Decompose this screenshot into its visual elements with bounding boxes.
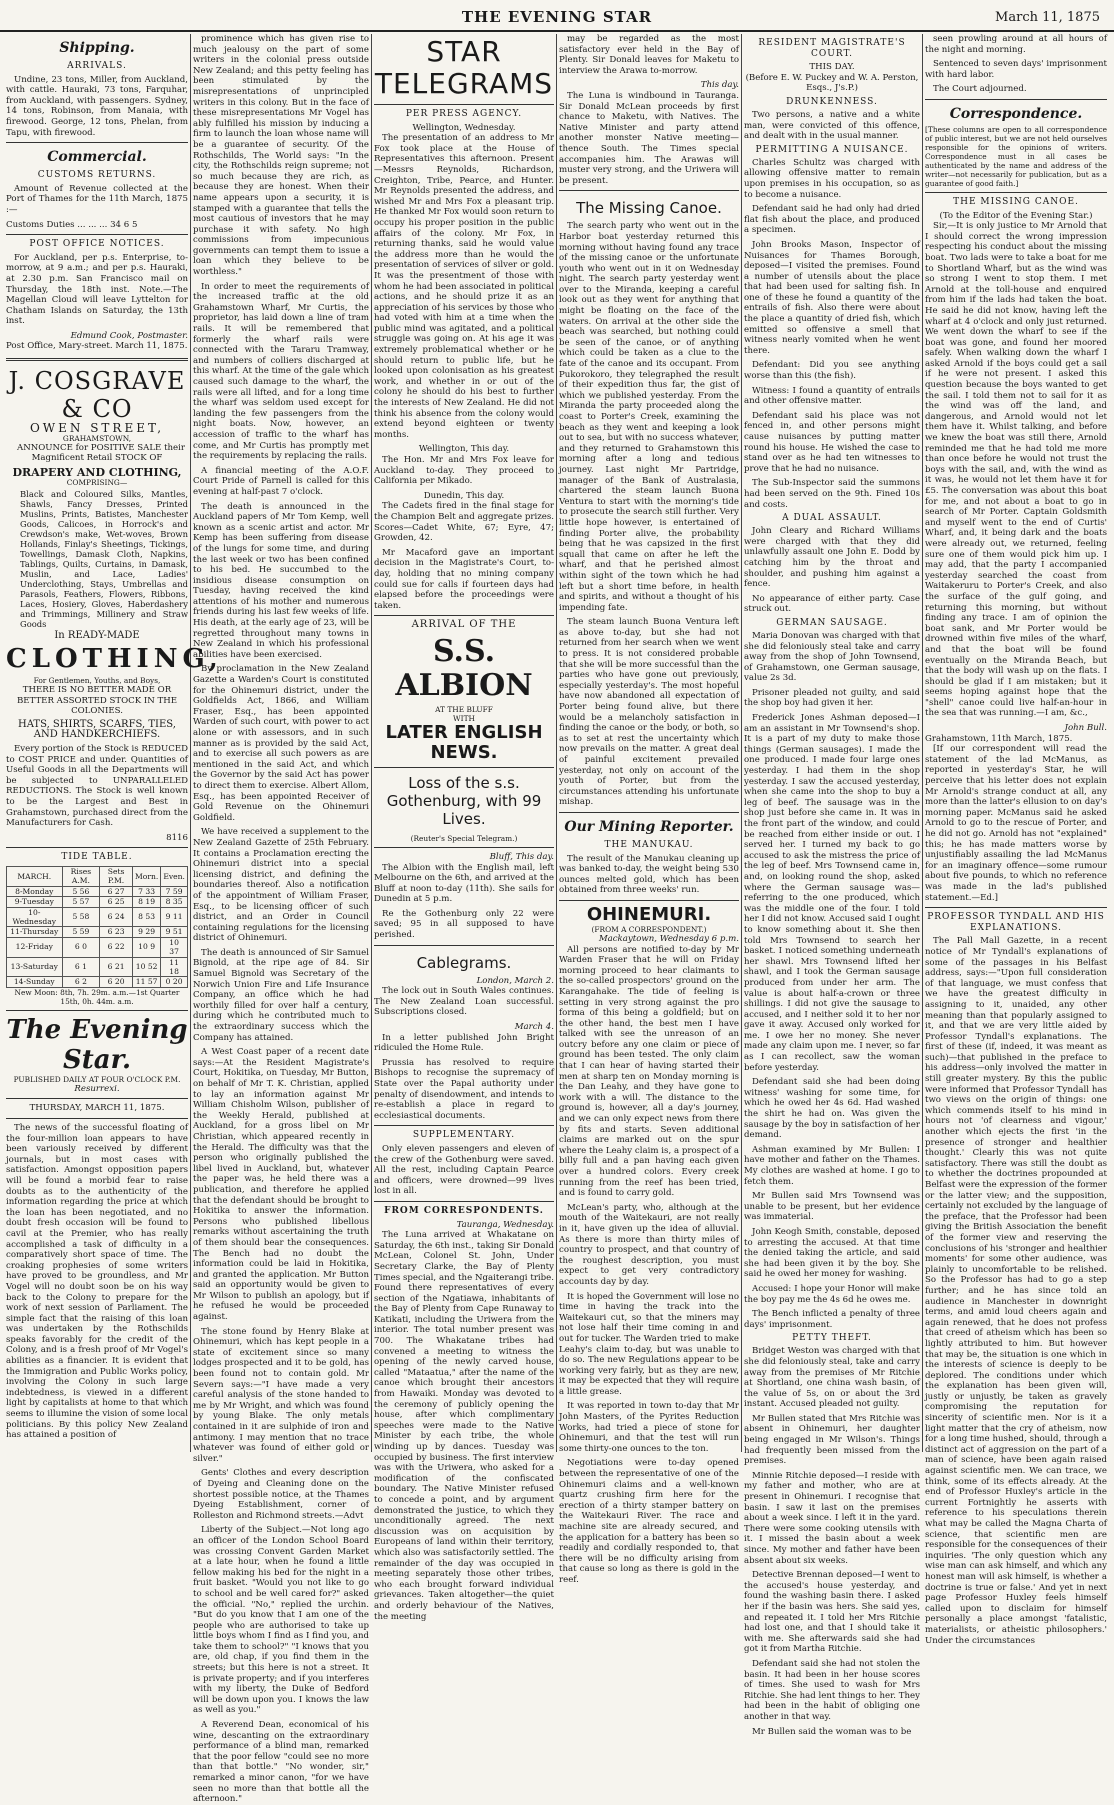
ad-number: 8116: [166, 832, 188, 843]
cosgrave-heading: J. COSGRAVE & CO: [8, 367, 186, 424]
arrivals-heading: ARRIVALS.: [67, 61, 127, 71]
article: It is hoped the Government will lose no time in having the track into the Waitekauri cut, so that the miners may not lose half their time coming in and out for tucker. The Warden tried to make Leahy's claim to-day, but was unable to do so. The new Regulations appear to be working very fairly, but as they are new, it may be expected that they will require a little grease.: [559, 1291, 739, 1397]
albion-heading: S.S. ALBION: [395, 633, 533, 703]
telegram: Re the Gothenburg only 22 were saved; 95 in all supposed to have perished.: [374, 908, 554, 941]
article: prominence which has given rise to much jealousy on the part of some writers in the colonial press outside New Zealand; and this petty feeling has been stimulated by the misrepresentations of unprincipled writers in this colony. But in the face of these misrepresentations Mr Vogel has ably fulfilled his mission by inducing a firm to launch the loan whose name will be a guarantee of security. Of the Rothschilds, The World says: "In the city, the Rothschilds reign supreme; not so much because they are rich, as because they are honest. When their name appears upon a security, it is stamped with a guarantee that tells the most cautious of investors that he may purchase it with safety. No high commissions from impecunious governments can tempt them to issue a loan which they believe to be worthless.": [193, 34, 369, 278]
issue-date: March 11, 1875: [995, 10, 1100, 25]
article: In order to meet the requirements of the increased traffic at the old Grahamstown Wharf, Mr Curtis, the proprietor, has laid down a line of tram rails. It will be remembered that formerly the wharf rails were connected with the Tararu Tramway, and numbers of colliers discharged at this wharf. At the time of the gale which caused such damage to the wharf, the rails were all lifted, and for a long time the wharf was seldom used except for landing the few passengers from the night boats. Now, however, an accession of traffic to the wharf has come, and Mr Curtis has promptly met the requirements by replacing the rails.: [193, 281, 369, 462]
editor-note: [If our correspondent will read the statement of the lad McManus, as reported in yesterday's Star, he will perceive that his letter does not explain Mr Arnold's strange conduct at all, any more than the latter's ellusion to on day's morning paper. McManus said he asked Arnold to go to the rescue of Porter, and he did not go. Arnold has not "explained" this; he has made matters worse by unjustifiably assailing the lad McManus for an imaginary offence—some rumour about five pounds, to which no reference was made in the lad's published statement.—Ed.]: [925, 744, 1107, 903]
tide-cell: 6 20: [100, 977, 133, 987]
telegram: The Luna arrived at Whakatane on Saturday, the 6th inst., taking Sir Donald McLean, Colonel St. John, Under Secretary Clarke, the Bay of Plenty Times special, and the Ngaiterangi tribe. Found there representatives of every section of the Ngatiawa, inhabitants of the Bay of Plenty from Cape Runaway to Katikati, including the Uriwera from the interior. The total number present was 700. The Whakatane tribes had convened a meeting to witness the opening of the newly carved house, called "Mataatua," after the name of the canoe which brought their ancestors from Hawaiki. Monday was devoted to the ceremony of publicly opening the house, after which complimentary speeches were made to the Native Minister by each tribe, the whole winding up by dances. Tuesday was occupied by business. The first interview was with the Uriwera, who asked for a modification of the confiscated boundary. The Native Minister refused to concede a point, and by argument demonstrated the justice, to which they unconditionally agreed. The next discussion was on acquisition by Europeans of land within their territory, which also was satisfactorily settled. The remainder of the day was occupied in meeting separately those other tribes, who each brought forward individual grievances. Taken altogether—the quiet and orderly behaviour of the Natives, the meeting: [374, 1230, 554, 1622]
tide-cell: 5 58: [62, 907, 100, 927]
shipping-heading: Shipping.: [59, 40, 135, 56]
dateline: Tauranga, Wednesday.: [456, 1219, 554, 1230]
article: The Luna is windbound in Tauranga. Sir Donald McLean proceeds by first chance to Maketu, with Natives. The Native Minister and party attend another monster Native meeting—thence South. The Times special accompanies him. The Arawas will muster very strong, and the Uriwera will be present.: [559, 90, 739, 186]
from-correspondent: (FROM A CORRESPONDENT.): [591, 924, 707, 934]
article: The search party who went out in the Harbor boat yesterday returned this morning without having found any trace of the missing canoe or the unfortunate youth who went out in it on Wednesday night. The search party yesterday went over to the Miranda, keeping a careful look out as they went for anything that might be floating on the face of the waters. On arrival at the other side the beach was searched, but nothing could be seen of the canoe, or of anything which could be taken as a clue to the fate of the canoe and its occupant. From Pukorokoro, they telegraphed the result of their expedition thus far, the gist of which we published yesterday. From the Miranda the party proceeded along the coast to Porter's Creek, examining the beach as they went and keeping a look out to sea, but with no success whatever, and they returned to Grahamstown this morning after a long and tedious journey. Last night Mr Partridge, manager of the Bank of Australasia, chartered the steam launch Buona Ventura to start with the morning's tide to prosecute the search still further. Very little hope however, is entertained of finding Porter alive, the probability being that he was capsized in the first squall that came on after he left the wharf, and that he perished almost within sight of the town which he had left but a short time before, in health and spirits, and without a thought of his impending fate.: [559, 221, 739, 613]
thursday-date: THURSDAY, MARCH 11, 1875.: [29, 1103, 165, 1114]
court-text: Minnie Ritchie deposed—I reside with my father and mother, who are at present in Ohinemuri. I recognise that basin. I saw it last on the premises about a week since. I left it in the yard. There were some cooking utensils with it. I missed the basin about a week since. My mother and father have been absent about six weeks.: [744, 1470, 920, 1566]
article: It was reported in town to-day that Mr John Masters, of the Pyrites Reduction Works, had tried a piece of stone for Ohinemuri, and that the test will run some thirty-one ounces to the ton.: [559, 1401, 739, 1454]
telegram: The lock out in South Wales continues. The New Zealand Loan successful. Subscriptions closed.: [374, 986, 554, 1018]
case-heading: PERMITTING A NUISANCE.: [755, 144, 909, 155]
announce: ANNOUNCE for POSITIVE SALE their Magnificent Retail STOCK OF: [16, 442, 185, 464]
tide-cell: 14-Sunday: [7, 977, 63, 987]
article: A West Coast paper of a recent date says:—At the Resident Magistrate's Court, Hokitika, on Tuesday, Mr Button, on behalf of Mr T. K. Christian, applied to lay an information against Mr William Chisholm Wilson, publisher of the Weekly Herald, published at Auckland, for a gross libel on Mr Christian, which appeared recently in the Herald. The difficulty was that the person who originally published the libel lived in Auckland, but, whatever the paper was, he held there was a publication, and therefore he applied that the defendant should be brought to Hokitika to answer the information. Persons who published libellous remarks without ascertaining the truth of them should bear the consequences. The Bench had no doubt the information could be laid in Hokitika, and granted the application. Mr Button said an opportunity would be given to Mr Wilson to publish an apology, but if he refused he would be proceeded against.: [193, 1047, 369, 1323]
article: The death is announced in the Auckland papers of Mr Tom Kemp, well known as a scenic artist and actor. Mr Kemp has been suffering from disease of the lungs for some time, and during the last week or two has been confined to his bed. He succumbed to the insidious disease consumption on Tuesday, having received the kind attentions of his mother and numerous friends during his last few weeks of life. His death, at the early age of 23, will be regretted throughout many towns in New Zealand in which his professional abilities have been exercised.: [193, 501, 369, 660]
arrival-of-the: ARRIVAL OF THE: [411, 619, 517, 631]
court-text: Frederick Jones Ashman deposed—I am an assistant in Mr Townsend's shop. It is a part of my duty to make those things (German sausages). I made the one produced. I made four large ones yesterday. I had them in the shop yesterday. I saw the accused yesterday, when she came into the shop to buy a leg of beef. The sausage was in the shop just before she came in. It was in the front part of the window, and could be reached from either inside or out. I served her. I turned my back to go accused to ask the mistress the price of the leg of beef. Mrs Townsend came in, and, on looking round the shop, asked where the German sausage was—referring to the one produced, which was the middle one of the four. I told her I did not know. Accused said I ought to know something about it. She then told Mrs Townsend to search her basket. I noticed something underneath her shawl. Mrs Townsend lifted her shawl, and I took the German sausage produced from under her arm. The value is about half-a-crown or three shillings. I did not give the sausage to accused, and I neither sold it to her nor gave it away. Accused only worked for me. I owe her no money. She never made any claim upon me. I never, so far as I can recollect, saw the woman before yesterday.: [744, 713, 920, 1073]
court-text: John Cleary and Richard Williams were charged with that they did unlawfully assault one John E. Dodd by catching him by the throat and shoulder, and pushing him against a fence.: [744, 526, 920, 590]
article: A financial meeting of the A.O.F. Court Pride of Parnell is called for this evening at half-past 7 o'clock.: [193, 465, 369, 497]
court-text: Defendant said he had only had dried flat fish about the place, and produced a specimen.: [744, 204, 920, 236]
comprising: COMPRISING—: [66, 478, 128, 488]
every-portion: Every portion of the Stock is REDUCED to COST PRICE and under. Quantities of Useful Goods in all the Departments will be subjected to UNPARALLELED REDUCTIONS. The Stock is well known to be the Largest and Best in Grahamstown, purchased direct from the Manufacturers for Cash.: [6, 744, 188, 829]
court-text: John Keogh Smith, constable, deposed to arresting the accused. At that time the denied taking the article, and said she had been given it by the boy. She said he owed her money for washing.: [744, 1226, 920, 1280]
editorial: The news of the successful floating of the four-million loan appears to have been variously received by different journals, but in most cases with satisfaction. Amongst opposition papers will be found a morbid fear to raise doubts as to the authenticity of the information regarding the price at which the loan has been negotiated, and no doubt fresh occasion will be found to cavil at the Premier, who has really accomplished a task of difficulty in a comparatively short space of time. The croaking prophesies of some writers have proved to be groundless, and Mr Vogel will no doubt soon be on his way back to the Colony to prepare for the work of next session of Parliament. The simple fact that the raising of this loan was undertaken by the Rothschilds speaks favorably for the credit of the Colony, and is a fresh proof of Mr Vogel's abilities as a financier. It is evident that the Immigration and Public Works policy, involving the Colony in such large indebtedness, is viewed in a different light by capitalists at home to that which seems to illumine the vision of some local politicians. By this policy New Zealand has attained a position of: [6, 1123, 188, 1441]
to-editor: (To the Editor of the Evening Star.): [939, 210, 1093, 221]
customs-row: Customs Duties ... ... ... 34 6 5: [6, 219, 138, 230]
tide-row: [7, 907, 188, 927]
telegram: Only eleven passengers and eleven of the crew of the Gothenburg were saved. All the rest, including Captain Pearce and officers, were drowned—99 lives lost in all.: [374, 1143, 554, 1197]
tide-row: [7, 886, 188, 896]
court-text: John Brooks Mason, Inspector of Nuisances for Thames Borough, deposed—I visited the premises. Found a number of utensils about the place that had been used for salting fish. In one of these he found a quantity of the entrails of fish. Also there were about the place a quantity of dried fish, which emitted so offensive a smell that witness nearly vomited when he went there.: [744, 239, 920, 356]
court-text: Two persons, a native and a white man, were convicted of this offence, and dealt with in the usual manner.: [744, 109, 920, 142]
published: PUBLISHED DAILY AT FOUR O'CLOCK P.M.: [13, 1074, 181, 1084]
telegram: Mr Macaford gave an important decision in the Magistrate's Court, to-day, holding that no mining company could sue for calls if fourteen days had elapsed before the proceedings were taken.: [374, 547, 554, 611]
column-5: [744, 34, 920, 1737]
masthead: [0, 0, 1114, 32]
tide-cell: 8 35: [161, 897, 188, 907]
tide-cell: 10 52: [132, 957, 160, 977]
court-text: Defendant said she had been doing witness' washing for some time, for which he owed her 4s 6d. Had washed the shirt he had on. Was given the sausage by the boy in satisfaction of her demand.: [744, 1077, 920, 1141]
column-3: [374, 34, 554, 1622]
for-gentlemen: For Gentlemen, Youths, and Boys,: [33, 676, 161, 686]
tide-cell: 11 18: [161, 957, 188, 977]
tide-cell: 7 59: [161, 886, 188, 896]
tide-cell: 8 53: [132, 907, 160, 927]
before: (Before E. W. Puckey and W. A. Perston, Esqs., J's.P.): [745, 72, 919, 94]
at-bluff: AT THE BLUFF: [435, 704, 493, 714]
tide-cell: 9 11: [161, 907, 188, 927]
tide-cell: 5 57: [62, 897, 100, 907]
article: McLean's party, who, although at the mouth of the Waitekauri, are not really in it, have given up the idea of alluvial. As there is more than thirty miles of country to prospect, and that country of the roughest description, you must expect to get very contradictory accounts day by day.: [559, 1202, 739, 1287]
tide-cell: 10 9: [132, 937, 160, 957]
tide-cell: 6 22: [100, 937, 133, 957]
tide-row: [7, 957, 188, 977]
later-english-news: LATER ENGLISH NEWS.: [385, 721, 543, 763]
tide-table: [6, 866, 188, 988]
court-text: Defendant said his place was not fenced in, and other persons might cause nuisances by putting matter round his house. He wished the case to stand over as he had ten witnesses to prove that he had no nuisance.: [744, 410, 920, 474]
there-is: THERE IS NO BETTER MADE OR BETTER ASSORTED STOCK IN THE COLONIES.: [16, 685, 178, 717]
article: All persons are notified to-day by Mr Warden Fraser that he will on Friday morning proceed to hear claimants to the so-called prospectors' ground on the Karangahake. The tide of feeling is setting in very strong against the pro forma of this being a goldfield; but on the other hand, the best men I have talked with see the unreason of an outcry before any one claim or piece of ground has been tested. The only claim that I can hear of having started their men at sharp ten on Monday morning is the Dan Leahy, and they have gone to work with a will. The distance to the ground is, however, all a day's journey, and we can only expect news from there by fits and starts. Seven additional claims are marked out on the spur where the Leahy claim is, a prospect of a billy full and a pan having each given over a hundred colors. Every creek running from the reef has been tried, and is found to carry gold.: [559, 944, 739, 1199]
article: The result of the Manukau cleaning up was banked to-day, the weight being 530 ounces melted gold, which has been obtained from three weeks' run.: [559, 853, 739, 896]
court-text: Ashman examined by Mr Bullen: I have mother and father on the Thames. My clothes are washed at home. I go to fetch them.: [744, 1144, 920, 1187]
tide-row: [7, 927, 188, 937]
telegram: In a letter published John Bright ridiculed the Home Rule.: [374, 1032, 554, 1054]
tide-column-header: Sets P.M.: [100, 866, 133, 886]
letter: Sir,—It is only justice to Mr Arnold that I should correct the wrong impression respecting his conduct about the missing boat. Two lads were to take a boat for me to Shortland Wharf, but as the wind was so strong I went to stop them. I met Arnold at the toll-house and enquired from him if the lads had taken the boat. He said he did not know, having left the wharf at 4 o'clock and only just returned. We went down the wharf to see if the boat was gone, and found her moored safely. When walking down the wharf I asked Arnold if the boys could get a sail if he were not present. I asked this question because the boys wanted to get the sail. I told them not to sail for it as the wind was off the land, and dangerous, and Arnold would not let them have it. Whilst talking, and before we knew the boat was still there, Arnold reminded me that he had told me more than once before he would not trust the boys with the sail, and, with the wind as it was, he would not let them have it for £5. The conversation was about this boat for me, and not about a boat to go in search of Mr Porter. Captain Goldsmith and myself went to the end of Curtis' Wharf, and, it being dark and the boats were already out, we returned, feeling sure one of them would pick him up. I may add, that the party I accompanied yesterday searched the coast from Waitakeruru to Porter's Creek, and also the surface of the gulf going, and returning this morning, but without finding any trace. I am of opinion the boat sank, and Mr Porter would be drowned within five miles of the wharf, and that the boat will be found eventually on the Miranda Beach, but that the body will wash up on the flats. I should be glad if I am mistaken; but it seems hoping against hope that the "shell" canoe could live half-an-hour in the sea that was running.—I am, &c.,: [925, 221, 1107, 719]
star-telegrams-heading: STAR TELEGRAMS: [374, 35, 554, 100]
tide-column-header: Morn.: [132, 866, 160, 886]
tyndall-heading: PROFESSOR TYNDALL AND HIS EXPLANATIONS.: [927, 912, 1105, 933]
telegram: Prussia has resolved to require Bishops to recognise the supremacy of State over the Papal authority under penalty of disendowment, and intends to re-establish a place in regard to ecclesiastical documents.: [374, 1057, 554, 1121]
court-text: Mr Bullen said Mrs Townsend was unable to be present, but her evidence was immaterial.: [744, 1191, 920, 1223]
court-text: Bridget Weston was charged with that she did feloniously steal, take and carry away from the premises of Mr Ritchie at Shortland, one china wash basin, of the value of 5s, on or about the 3rd instant. Accused pleaded not guilty.: [744, 1346, 920, 1410]
article: By proclamation in the New Zealand Gazette a Warden's Court is constituted for the Ohinemuri district, under the Goldfields Act, 1866, and William Fraser, Esq., has been appointed Warden of such court, with power to act alone or with assessors, and in such manner as is provided by the said Act, and to exercise all such powers as are mentioned in the said Act, and which the Governor by the said Act has power to direct them to exercise. Albert Allom, Esq., has been appointed Receiver of Gold Revenue on the Ohinemuri Goldfield.: [193, 664, 369, 823]
disclaimer: [These columns are open to all correspondence of public interest, but we are not held ourselves responsible for the opinions of writers. Correspondence must in all cases be authenticated by the name and address of the writer—not necessarily for publication, but as a guarantee of good faith.]: [925, 124, 1107, 188]
article: Liberty of the Subject.—Not long ago an officer of the London School Board was crossing Convent Garden Market at a late hour, when he found a little fellow making his bed for the night in a fruit basket. "Would you not like to go to school and be well cared for?" asked the official. "No," replied the urchin. "But do you know that I am one of the people who are authorised to take up little boys whom I find as I find you, and take them to school?" "I knows that you are, old chap, if you find them in the streets; but this here is not a street. It is private property; and if you interferes with my liberty, the Duke of Bedford will be down upon you. I knows the law as well as you.": [193, 1525, 369, 1716]
cablegrams-heading: Cablegrams.: [416, 953, 512, 972]
case-heading: PETTY THEFT.: [792, 1333, 872, 1344]
dateline: This day.: [700, 80, 739, 91]
tide-column-header: Even.: [161, 866, 188, 886]
tide-cell: 7 33: [132, 886, 160, 896]
tide-cell: 0 20: [161, 977, 188, 987]
tide-cell: 11 57: [132, 977, 160, 987]
tide-cell: 6 25: [100, 897, 133, 907]
gothenburg-heading: Loss of the s.s. Gothenburg, with 99 Lives.: [386, 773, 542, 828]
tide-cell: 9 29: [132, 927, 160, 937]
court-text: No appearance of either party. Case struck out.: [744, 593, 920, 615]
with: WITH: [453, 713, 475, 723]
stock-items: Black and Coloured Silks, Mantles, Shawls, Fancy Dresses, Printed Muslins, Prints, Batistes, Manchester Goods, Calicoes, in Horrock's and Crewdson's make, Wet-woves, Brown Hollands, Finlay's Sheetings, Tickings, Towellings, Damask Cloth, Napkins, Tablings, Quilts, Curtains, in Damask, Muslin, and Lace, Ladies' Underclothing, Stays, Umbrellas and Parasols, Feathers, Flowers, Ribbons, Laces, Hosiery, Gloves, Haberdashery and Trimmings, Millinery and Straw Goods: [20, 489, 188, 630]
tide-cell: 6 27: [100, 886, 133, 896]
dateline: Wellington, Wednesday.: [412, 122, 516, 133]
tide-cell: 9-Tuesday: [7, 897, 63, 907]
tide-cell: 6 23: [100, 927, 133, 937]
tide-column-header: Rises A.M.: [62, 866, 100, 886]
drapery-heading: DRAPERY AND CLOTHING,: [12, 465, 182, 479]
article: We have received a supplement to the New Zealand Gazette of 25th February. It contains a Proclamation erecting the Ohinemuri district into a special licensing district, and defining the boundaries thereof. Also a notification of the appointment of William Fraser, Esq., to be licensing officer of such district, and an Order in Council containing regulations for the licensing district of Ohinemuri.: [193, 827, 369, 944]
ready-made: In READY-MADE: [54, 630, 140, 642]
post-text: For Auckland, per p.s. Enterprise, to-morrow, at 9 a.m.; and per p.s. Hauraki, at 2.30 p.m. San Francisco mail on Thursday, the 18th inst. Note.—The Magellan Cloud will leave Lyttelton for Chatham Islands on Saturday, the 13th inst.: [6, 252, 188, 327]
ohinemuri-heading: OHINEMURI.: [586, 903, 712, 925]
this-day: THIS DAY.: [809, 62, 855, 73]
tide-cell: 9 51: [161, 927, 188, 937]
tide-row: [7, 977, 188, 987]
tide-cell: 6 21: [100, 957, 133, 977]
dateline: Mackaytown, Wednesday 6 p.m.: [598, 933, 739, 944]
court-text: The Bench inflicted a penalty of three days' imprisonment.: [744, 1309, 920, 1330]
commercial-heading: Commercial.: [47, 149, 147, 166]
manukau-heading: THE MANUKAU.: [604, 839, 694, 850]
dateline: Wellington, This day.: [418, 444, 510, 455]
article: The stone found by Henry Blake at Ohinemuri, which has kept people in a state of excitement since so many lodges prospected and it to be gold, has been found not to contain gold. Mr Severn says:—"I have made a very careful analysis of the stone handed to me by Mr Wright, and which was found by young Blake. The only metals contained in it are sulphide of iron and antimony. I may mention that no trace whatever was found of either gold or silver.": [193, 1326, 369, 1464]
article: The death is announced of Sir Samuel Bignold, at the ripe age of 84. Sir Samuel Bignold was Secretary of the Norwich Union Fire and Life Insurance Company, an office which he had worthily filled for over half a century, during which he contributed much to the extraordinary success which the Company has attained.: [193, 947, 369, 1043]
tide-heading: TIDE TABLE.: [61, 852, 133, 863]
tide-cell: 6 1: [62, 957, 100, 977]
customs-heading: CUSTOMS RETURNS.: [37, 170, 157, 181]
rm-court-heading: RESIDENT MAGISTRATE'S COURT.: [758, 38, 906, 59]
post-signature: Edmund Cook, Postmaster.: [70, 330, 188, 341]
column-rule: [922, 34, 923, 1452]
tide-cell: 13-Saturday: [7, 957, 63, 977]
tide-row: [7, 897, 188, 907]
article: The steam launch Buona Ventura left as above to-day, but she had not returned from her search when we went to press. It is not considered probable that she will be more successful than the parties who have gone out previously, especially yesterday's. The most hopeful have now abandoned all expectation of Porter being found alive, but there would be a melancholy satisfaction in finding the canoe or the body, or both, so as to set at rest the uncertainty which now prevails on the matter. A great deal of painful excitement prevailed yesterday, not only on account of the youth of Porter, but from the circumstances attending his unfortunate mishap.: [559, 617, 739, 808]
court-text: The Sub-Inspector said the summons had been served on the 9th. Fined 10s and costs.: [744, 478, 920, 510]
case-heading: GERMAN SAUSAGE.: [776, 617, 888, 628]
post-heading: POST OFFICE NOTICES.: [29, 239, 165, 250]
article: Negotiations were to-day opened between the representative of one of the Ohinemuri claims and a well-known quartz crushing firm here for the erection of a thirty stamper battery on the Waitekauri River. The race and machine site are already secured, and the application for a battery has been so readily and cordially responded to, that there will be no difficulty arising from that cause so long as there is gold in the reef.: [559, 1458, 739, 1585]
article: Gents' Clothes and every description of Dyeing and Cleaning done on the shortest possible notice, at the Thames Dyeing Establishment, corner of Rolleston and Richmond streets.—Advt: [193, 1468, 369, 1521]
telegram: The Cadets fired in the final stage for the Champion Belt and aggregate prizes. Scores—Cadet White, 67; Eyre, 47; Growden, 42.: [374, 501, 554, 544]
court-text: Sentenced to seven days' imprisonment with hard labor.: [925, 59, 1107, 80]
telegram: The presentation of an address to Mr Fox took place at the House of Representatives this afternoon. Present—Messrs Reynolds, Richardson, Creighton, Tribe, Pearce, and Hunter. Mr Reynolds presented the address, and wished Mr and Mrs Fox a pleasant trip. He thanked Mr Fox would soon return to occupy his proper position in the public affairs of the colony. Mr Fox, in returning thanks, said he would value the address more than he would the presentation of services of silver or gold. It was the presentment of those with whom he had been associated in political actions, and he should prize it as an appreciation of his services by those who had voted with him at a time when the public mind was agitated, and a political struggle was going on. At his age it was extremely problematical whether or he should return to public life, but he looked upon colonisation as his greatest work, and whether in or out of the colony he should do his best to further the interests of New Zealand. He did not think his absence from the colony would extend beyond eighteen or twenty months.: [374, 133, 554, 440]
article: The Pall Mall Gazette, in a recent notice of Mr Tyndall's explanations of some of the passages in his Belfast address, says:—"Upon full consideration of that language, we must confess that we have the greatest difficulty in assigning to it, unaided, any other meaning than that popularly assigned to it, and that we are very little aided by Professor Tyndall's explanations. The first of these (if, indeed, it was meant as such)—that published in the preface to his address—only involved the matter in still greater mystery. By this the public were informed that Professor Tyndall has two views on the origin of things: one which commends itself to his mind in hours not 'of clearness and vigour,' another which ejects the first 'in the presence of stronger and healthier thought.' Clearly this was not quite satisfactory. There was still the doubt as to whether the doctrines propounded at Belfast were the expression of the former or the latter view; and the supposition, certainly not excluded by the language of the preface, that the Professor had been giving the British Association the benefit of the former view and reserving the conclusions of his 'stronger and healthier moments' for some other audience, was plainly to uncomfortable to be relished. So the Professor has had to go a step further; and he has since told an audience in Manchester in downright terms, and amid loud cheers again and again renewed, that he does not profess that creed of atheism which has been so lightly attributed to him. But however that may be, the situation is one which in the interests of science is deeply to be deplored. The conditions under which the explanation has been given will, justly or unjustly, be taken as gravely compromising the reputation for sincerity of scientific men. Nor is it a light matter that the cry of atheism, now for a long time hushed, should, through a distinct act of aggression on the part of a man of science, have been again raised against scientific men. We can trace, we think, some of its effects already. At the end of Professor Huxley's article in the current Fortnightly he asserts with reference to his speculations therein what may be called the Magna Charta of science, that scientific men are responsible for the consequences of their inquiries. 'The only question which any wise man can ask himself, and which any honest man will ask himself, is whether a doctrine is true or false.' And yet in next page Professor Huxley feels himself called upon to disclaim for himself personally a place amongst 'fatalistic, materialists, or atheistic philosophers.' Under the circumstances: [925, 936, 1107, 1646]
tide-cell: 8-Monday: [7, 886, 63, 896]
court-text: Defendant said she had not stolen the basin. It had been in her house scores of times. She used to wash for Mrs Ritchie. She had lent things to her. They had been in the habit of obliging one another in that way.: [744, 1658, 920, 1722]
column-1: [6, 34, 223, 1454]
tide-cell: 8 19: [132, 897, 160, 907]
column-rule: [371, 34, 372, 1452]
telegram: The Albion with the English mail, left Melbourne on the 6th, and arrived at the Bluff at noon to-day (11th). She sails for Dunedin at 5 p.m.: [374, 862, 554, 905]
court-text: Defendant: Did you see anything worse than this (the fish).: [744, 360, 920, 382]
newspaper-title: THE EVENING STAR: [461, 8, 653, 26]
tide-cell: 6 24: [100, 907, 133, 927]
column-rule: [190, 34, 191, 1452]
court-text: The Court adjourned.: [933, 84, 1027, 95]
supplementary-heading: SUPPLEMENTARY.: [412, 1130, 516, 1141]
case-heading: A DUAL ASSAULT.: [782, 513, 882, 524]
from-correspondents: FROM CORRESPONDENTS.: [384, 1205, 544, 1216]
per-press: PER PRESS AGENCY.: [405, 109, 523, 119]
court-text: Witness: I found a quantity of entrails and other offensive matter.: [744, 385, 920, 407]
correspondence-heading: Correspondence.: [949, 105, 1083, 122]
post-place: Post Office, Mary-street. March 11, 1875.: [6, 341, 188, 352]
mining-reporter-heading: Our Mining Reporter.: [564, 818, 734, 835]
dateline: Dunedin, This day.: [423, 490, 505, 501]
court-text: Prisoner pleaded not guilty, and said the shop boy had given it her.: [744, 687, 920, 709]
court-text: Mr Bullen said the woman was to be: [752, 1726, 912, 1737]
resurrexi: Resurrexi.: [74, 1083, 120, 1094]
grahamstown: GRAHAMSTOWN,: [62, 433, 132, 443]
dateline: London, March 2.: [476, 975, 554, 986]
moon-phase: New Moon: 8th, 7h. 29m. a.m.—1st Quarter 15th, 0h. 44m. a.m.: [14, 987, 180, 1006]
tide-cell: 12-Friday: [7, 937, 63, 957]
court-text: Charles Schultz was charged with allowing offensive matter to remain upon premises in his occupation, so as to become a nuisance.: [744, 157, 920, 200]
court-text: Accused: I hope your Honor will make the boy pay me the 4s 6d he owes me.: [744, 1283, 920, 1305]
court-text: Mr Bullen stated that Mrs Ritchie was absent in Ohinemuri, her daughter being engaged in Mr Wilson's. Things had frequently been missed from the premises.: [744, 1413, 920, 1467]
column-2: [193, 34, 369, 1805]
tide-column-header: MARCH.: [7, 866, 63, 886]
owen-street: OWEN STREET,: [29, 421, 165, 436]
court-text: seen prowling around at all hours of the night and morning.: [925, 34, 1107, 55]
tide-cell: 11-Thursday: [7, 927, 63, 937]
customs-text: Amount of Revenue collected at the Port of Thames for the 11th March, 1875 :—: [6, 183, 188, 215]
dateline: March 4.: [514, 1022, 554, 1033]
tide-row: [7, 937, 188, 957]
court-text: Maria Donovan was charged with that she did feloniously steal take and carry away from the shop of John Townsend, of Grahamstown, one German sausage, value 2s 3d.: [744, 630, 920, 684]
dateline: Bluff, This day.: [489, 851, 554, 862]
tide-cell: 5 59: [62, 927, 100, 937]
tide-cell: 6 0: [62, 937, 100, 957]
article: may be regarded as the most satisfactory ever held in the Bay of Plenty. Sir Donald leaves for Maketu to interview the Arawa to-morrow.: [559, 34, 739, 76]
tide-cell: 10-Wednesday: [7, 907, 63, 927]
case-heading: DRUNKENNESS.: [786, 96, 878, 107]
letter-date: Grahamstown, 11th March, 1875.: [925, 733, 1073, 744]
missing-canoe-letter-heading: THE MISSING CANOE.: [953, 196, 1079, 207]
column-6: [925, 34, 1107, 1646]
clothing-heading: CLOTHING,: [6, 644, 223, 675]
reuters: (Reuter's Special Telegram.): [410, 833, 518, 843]
column-4: [559, 34, 739, 1585]
column-rule: [556, 34, 557, 1452]
evening-star-heading: The Evening Star.: [6, 1014, 188, 1075]
arrivals-text: Undine, 23 tons, Miller, from Auckland, with cattle. Hauraki, 73 tons, Farquhar, from Auckland, with passengers. Sydney, 14 tons, Robinson, from Manaia, with firewood. George, 12 tons, Phelan, from Tapu, with firewood.: [6, 74, 188, 138]
court-text: Detective Brennan deposed—I went to the accused's house yesterday, and found the washing basin there. I asked her if the basin was hers. She said yes, and repeated it. I told her Mrs Ritchie had lost one, and that I should take it with me. She afterwards said she had got it from Martha Ritchie.: [744, 1570, 920, 1655]
column-rule: [741, 34, 742, 1452]
tide-cell: 10 37: [161, 937, 188, 957]
tide-cell: 6 2: [62, 977, 100, 987]
hats: HATS, SHIRTS, SCARFS, TIES, AND HANDKERCHIEFS.: [18, 718, 176, 741]
telegram: The Hon. Mr and Mrs Fox leave for Auckland to-day. They proceed to California per Mikado.: [374, 455, 554, 487]
letter-signature: John Bull.: [1064, 723, 1107, 734]
article: A Reverend Dean, economical of his wine, descanting on the extraordinary performance of a blind man, remarked that the poor fellow "could see no more than that bottle." "No wonder, sir," remarked a minor canon, "for we have seen no more than that bottle all the afternoon.": [193, 1720, 369, 1805]
missing-canoe-heading: The Missing Canoe.: [576, 199, 722, 218]
tide-cell: 5 56: [62, 886, 100, 896]
